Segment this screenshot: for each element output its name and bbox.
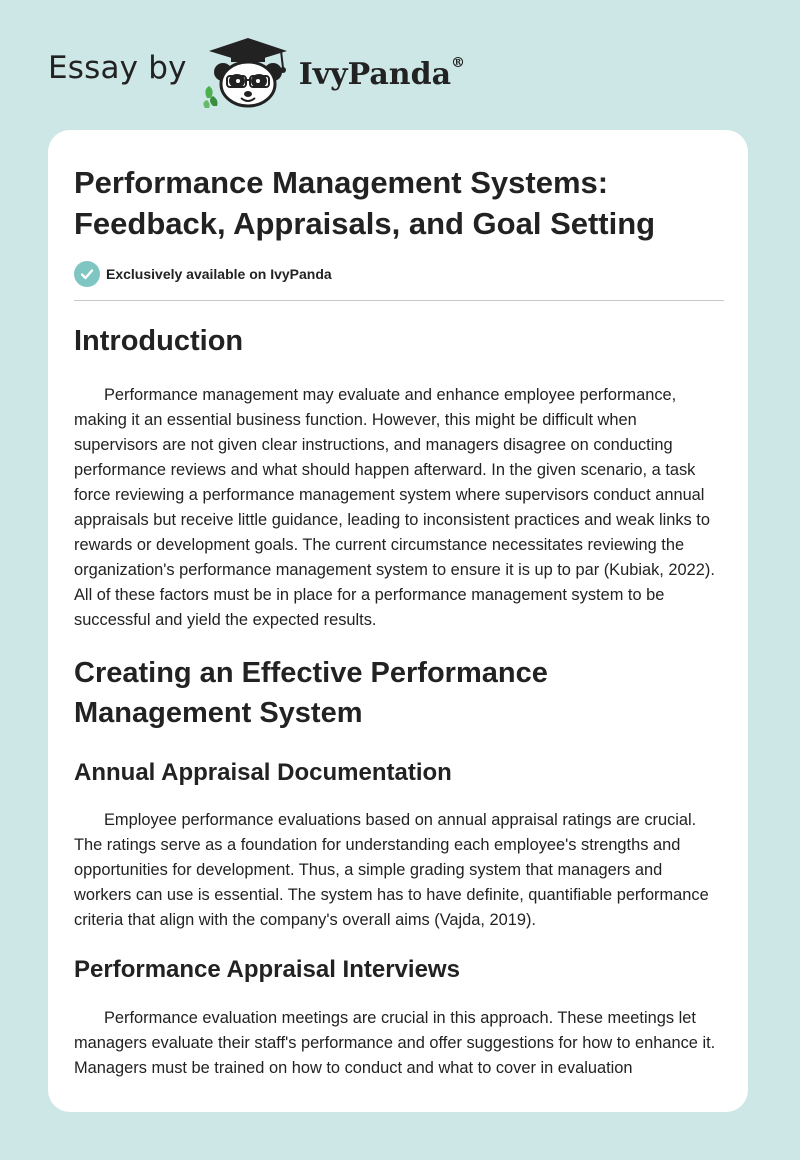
exclusive-badge	[74, 260, 724, 288]
title-divider	[74, 300, 724, 301]
paragraph-interviews: Performance evaluation meetings are crucial in this approach. These meetings let managers evaluate their staff's performance and offer suggestions for how to enhance it. Managers must be trained on how to conduct and what to cover in evaluation	[74, 1009, 716, 1077]
registered-mark: ®	[451, 54, 466, 71]
section-heading-creating: Creating an Effective Performance Management System	[74, 657, 548, 729]
section-heading-introduction: Introduction	[74, 325, 244, 357]
subsection-heading-interviews: Performance Appraisal Interviews	[74, 956, 460, 983]
check-circle-icon	[74, 261, 100, 287]
brand-text: IvyPanda	[298, 56, 452, 92]
site-header	[48, 34, 465, 110]
essay-title: Performance Management Systems: Feedback, Appraisals, and Goal Setting	[74, 165, 656, 241]
essay-content	[74, 162, 724, 1081]
panda-graduate-icon[interactable]	[201, 34, 295, 110]
subsection-heading-annual: Annual Appraisal Documentation	[74, 759, 452, 786]
essay-by-label: Essay by	[48, 50, 187, 86]
exclusive-badge-text: Exclusively available on IvyPanda	[106, 266, 332, 282]
paragraph-introduction: Performance management may evaluate and enhance employee performance, making it an essential business function. However, this might be difficult when supervisors are not given clear instructions, and managers disagree on conducting performance reviews and what should happen afterward. In the given scenario, a task force reviewing a performance management system where supervisors conduct annual appraisals but receive little guidance, leading to inconsistent practices and weak links to rewards or development goals. The current circumstance necessitates reviewing the organization's performance management system to ensure it is up to par (Kubiak, 2022). All of these factors must be in place for a performance management system to be successful and yield the expected results.	[74, 386, 715, 629]
paragraph-annual: Employee performance evaluations based on annual appraisal ratings are crucial. The ratings serve as a foundation for understanding each employee's strengths and opportunities for development. Thus, a simple grading system that managers and workers can use is essential. The system has to have definite, quantifiable performance criteria that align with the company's overall aims (Vajda, 2019).	[74, 811, 709, 929]
essay-card	[48, 130, 748, 1112]
brand-name[interactable]	[298, 54, 466, 92]
